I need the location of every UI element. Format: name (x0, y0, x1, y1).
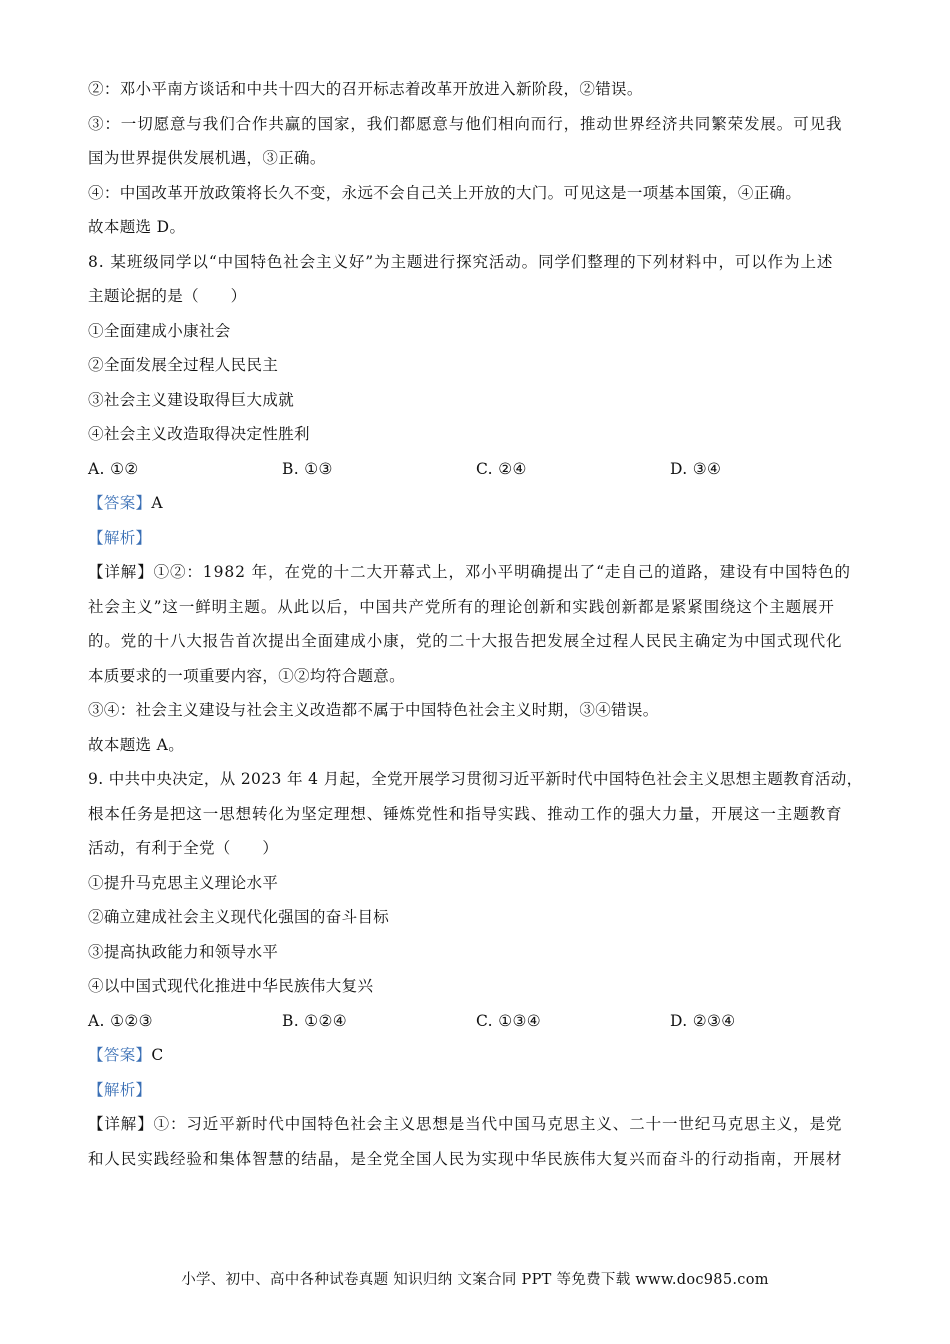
q9-answer (88, 1038, 873, 1073)
q9-item: ①提升马克思主义理论水平 (88, 873, 279, 892)
prev-conclusion: 故本题选 D。 (88, 218, 186, 236)
q9-stem-line: 9. 中共中央决定，从 2023 年 4 月起，全党开展学习贯彻习近平新时代中国特色社会主义思想主题教育活动， (88, 770, 863, 788)
prev-analysis-line: ②：邓小平南方谈话和中共十四大的召开标志着改革开放进入新阶段，②错误。 (88, 80, 643, 98)
q9-item: ③提高执政能力和领导水平 (88, 942, 279, 961)
q8-item: ②全面发展全过程人民民主 (88, 356, 279, 374)
q8-analysis-heading (88, 521, 873, 556)
q9-option-b: B. ①②④ (282, 1011, 348, 1030)
q9-item: ④以中国式现代化推进中华民族伟大复兴 (88, 977, 374, 995)
q8-option-a: A. ①② (88, 459, 139, 478)
q9-detail-tag: 【详解】 (88, 1115, 154, 1133)
q9-analysis-tag: 【解析】 (88, 1080, 152, 1099)
q9-answer-value: C (151, 1046, 164, 1064)
q8-detail-line: 社会主义”这一鲜明主题。从此以后，中国共产党所有的理论创新和实践创新都是紧紧围绕这个主题展开 (88, 597, 835, 616)
q8-item: ①全面建成小康社会 (88, 321, 231, 340)
prev-analysis-line: ③：一切愿意与我们合作共赢的国家，我们都愿意与他们相向而行，推动世界经济共同繁荣发展。可见我 (88, 114, 843, 133)
q8-option-d: D. ③④ (670, 459, 722, 478)
q8-item: ③社会主义建设取得巨大成就 (88, 390, 295, 409)
q9-stem-line: 根本任务是把这一思想转化为坚定理想、锤炼党性和指导实践、推动工作的强大力量，开展这一主题教育 (88, 804, 843, 823)
q8-detail-text: ①②：1982 年，在党的十二大开幕式上，邓小平明确提出了“走自己的道路，建设有中国特色的 (153, 563, 851, 581)
q8-detail-line (88, 555, 873, 590)
prev-analysis-line: 国为世界提供发展机遇，③正确。 (88, 149, 326, 167)
q8-answer (88, 486, 873, 521)
q9-answer-tag: 【答案】 (88, 1046, 152, 1064)
q8-detail-line: 本质要求的一项重要内容，①②均符合题意。 (88, 666, 406, 685)
q9-item: ②确立建成社会主义现代化强国的奋斗目标 (88, 908, 390, 926)
prev-analysis-line: ④：中国改革开放政策将长久不变，永远不会自己关上开放的大门。可见这是一项基本国策，④正确。 (88, 183, 802, 202)
q8-analysis-tag: 【解析】 (88, 528, 152, 547)
q9-option-d: D. ②③④ (670, 1011, 736, 1030)
q9-detail-line (88, 1107, 873, 1142)
q9-option-a: A. ①②③ (88, 1011, 153, 1030)
q8-answer-value: A (151, 494, 163, 512)
q8-detail-tag: 【详解】 (88, 563, 154, 581)
q8-detail-line: ③④：社会主义建设与社会主义改造都不属于中国特色社会主义时期，③④错误。 (88, 701, 659, 719)
q9-options (88, 1004, 873, 1039)
q9-analysis-heading (88, 1073, 873, 1108)
page-content (88, 72, 873, 1176)
q9-stem-line: 活动，有利于全党（ ） (88, 839, 279, 857)
q8-detail-line: 的。党的十八大报告首次提出全面建成小康，党的二十大报告把发展全过程人民民主确定为中国式现代化 (88, 632, 843, 650)
q8-item: ④社会主义改造取得决定性胜利 (88, 425, 310, 443)
q8-answer-tag: 【答案】 (88, 494, 152, 512)
q8-stem-line: 8. 某班级同学以“中国特色社会主义好”为主题进行探究活动。同学们整理的下列材料中，可以作为上述 (88, 252, 834, 271)
q8-option-c: C. ②④ (476, 459, 527, 478)
q9-detail-line: 和人民实践经验和集体智慧的结晶，是全党全国人民为实现中华民族伟大复兴而奋斗的行动指南，开展材 (88, 1149, 843, 1168)
q9-option-c: C. ①③④ (476, 1011, 541, 1030)
q8-options (88, 452, 873, 487)
page-footer: 小学、初中、高中各种试卷真题 知识归纳 文案合同 PPT 等免费下载 www.doc985.com (181, 1272, 769, 1288)
q8-option-b: B. ①③ (282, 459, 333, 478)
q8-conclusion: 故本题选 A。 (88, 735, 185, 754)
q9-detail-text: ①：习近平新时代中国特色社会主义思想是当代中国马克思主义、二十一世纪马克思主义，是党 (153, 1115, 843, 1133)
q8-stem-line: 主题论据的是（ ） (88, 287, 247, 305)
